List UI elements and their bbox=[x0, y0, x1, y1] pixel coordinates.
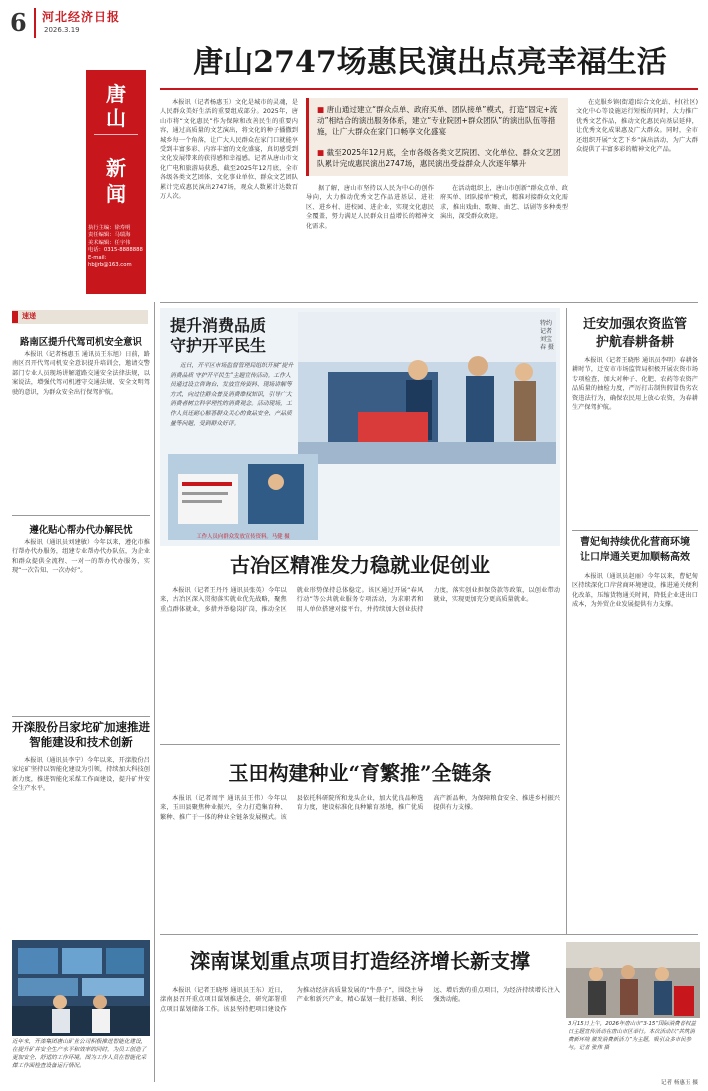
highlight-bullet bbox=[317, 104, 565, 137]
section-char-3: 新 bbox=[106, 156, 126, 180]
feature-title-line2: 守护开平民生 bbox=[170, 336, 267, 355]
divider bbox=[572, 530, 698, 531]
bullet-text: 截至2025年12月底，全市各级各类文艺院团、文化单位、群众文艺团队累计完成惠民演出2747场，惠民演出受益群众人次逐年攀升 bbox=[317, 148, 561, 168]
section-char-1: 唐 bbox=[106, 82, 126, 106]
lead-article-col2: 据了解，唐山市坚持以人民为中心的创作导向，大力推动优秀文艺作品进基层、进社区、进乡村、进校园、进企业，实现文化惠民全覆盖，努力满足人民群众日益增长的精神文化需求。 bbox=[306, 185, 434, 230]
left-story2-body: 本报讯（通讯员刘建敏）今年以来，遵化市推行帮办代办服务，组建专业帮办代办队伍，为企业和群众提供全流程、一对一的帮办代办服务，实现“一次告知、一次办好”。 bbox=[12, 539, 150, 575]
consumer-brochure-photo bbox=[168, 454, 318, 540]
lead-article-col1: 本报讯（记者杨惠玉）文化是城市的灵魂，是人民群众美好生活的重要组成部分。2025年，唐山市将“文化惠民”作为保障和改善民生的重要内容，通过高质量的文艺演出，将文化的种子播撒到城乡每一个角落，让广大人民群众在家门口就能享受到丰富多彩、内容丰富的文化盛宴，真切感受到文化发展带来的获得感和幸福感。记者从唐山市文化广电和旅游局获悉，截至2025年12月底，全市各级各类文艺团体、文化事业单位、群众文艺团队累计完成惠民演出2747场，观众人数累计达数百万人次。 bbox=[160, 99, 298, 201]
vertical-divider bbox=[154, 302, 155, 1082]
section-divider bbox=[94, 134, 138, 135]
bottom-story-headline: 滦南谋划重点项目打造经济增长新支撑 bbox=[190, 949, 530, 973]
right-story2-body: 本报讯（通讯员赵丽）今年以来，曹妃甸区持续深化口岸营商环境建设，推进通关便利化改革，压缩货物通关时间，降低企业进出口成本，为外贸企业发展提供有力支撑。 bbox=[572, 573, 698, 609]
left-story3-body: 本报讯（通讯员李宁）今年以来，开滦股份吕家坨矿坚持以智能化建设为引领，持续加大科技创新力度，推进智能化采煤工作面建设，提升矿井安全生产水平。 bbox=[12, 757, 150, 793]
right-story1-title-line2: 护航春耕备耕 bbox=[595, 335, 674, 350]
editor-line: 美术编辑：任宇伟 bbox=[88, 239, 131, 246]
consumer-day-caption: 3月15日上午，2026年唐山市“3·15”国际消费者权益日主题宣传活动在唐山市区举行。本次活动以“共筑消费新环境 激发消费新活力”为主题，吸引众多市民参与。记者 张伟 摄 bbox=[568, 1021, 696, 1051]
seed-story-body: 本报讯（记者周宇 通讯员王伟）今年以来，玉田县聚焦种业振兴，全力打造集育种、繁种、推广于一体的种业全链条发展模式。该县依托科研院所和龙头企业，加大优良品种选育力度，建设标准化良种繁育基地，推广优质高产新品种，为保障粮食安全、推进乡村振兴提供有力支撑。 bbox=[160, 795, 560, 821]
bottom-story-body: 本报讯（记者王晓彤 通讯员王东）近日，滦南县召开重点项目谋划推进会，研究部署重点项目谋划储备工作。该县坚持把项目建设作为推动经济高质量发展的“牛鼻子”，围绕主导产业和新兴产业，精心谋划一批打基础、利长远、增后劲的重点项目，为经济持续增长注入强劲动能。 bbox=[160, 987, 560, 1013]
lead-article-col3: 在活动组织上，唐山市创新“群众点单、政府买单、团队接单”模式，精准对接群众文化需求，推出戏曲、歌舞、曲艺、话剧等多种类型演出，深受群众欢迎。 bbox=[440, 185, 568, 221]
editor-line: 电话：0315-8888888 bbox=[88, 247, 143, 254]
editor-line: E-mail: hbjjrb@163.com bbox=[88, 254, 132, 269]
highlight-box bbox=[306, 98, 568, 176]
feature-title-line1: 提升消费品质 bbox=[170, 316, 267, 335]
bullet-marker: ■ bbox=[317, 148, 327, 157]
editor-list bbox=[88, 225, 146, 269]
section-char-4: 闻 bbox=[106, 182, 126, 206]
divider bbox=[160, 934, 698, 935]
photo-credit-vertical: 特约记者 刘宝春 摄 bbox=[540, 320, 554, 351]
consumer-event-photo bbox=[298, 312, 556, 464]
left-story3-title: 开滦股份吕家坨矿加速推进智能建设和技术创新 bbox=[12, 720, 150, 749]
feature-body: 近日，开平区市场监督管理局组织开展“提升消费品质 守护开平民生”主题宣传活动。工作人员通过设立咨询台、发放宣传资料、现场讲解等方式，向过往群众普及消费维权知识，引导广大消费者树立科学理性的消费观念。活动现场，工作人员还耐心解答群众关心的食品安全、产品质量等问题，受到群众好评。 bbox=[170, 363, 294, 427]
right-story1-body: 本报讯（记者王晓彤 通讯员李明）春耕备耕时节，迁安市市场监管局积极开展农资市场专项检查，加大对种子、化肥、农药等农资产品质量的抽检力度，严厉打击制售假冒伪劣农资违法行为，确保农民用上放心农资，为春耕生产保驾护航。 bbox=[572, 357, 698, 412]
highlight-bullet bbox=[317, 147, 565, 169]
headline-rule bbox=[160, 88, 698, 90]
left-story1-title: 路南区提升代驾司机安全意识 bbox=[20, 337, 142, 348]
editor-line: 执行主编：徐寿明 bbox=[88, 225, 131, 231]
section-char-2: 山 bbox=[106, 106, 126, 130]
right-story1-title-line1: 迁安加强农资监管 bbox=[582, 317, 687, 332]
divider bbox=[160, 302, 698, 303]
mid-story-headline: 古冶区精准发力稳就业促创业 bbox=[230, 553, 490, 577]
editor-line: 责任编辑：马瑞海 bbox=[88, 232, 131, 239]
right-story2-title-line2: 让口岸通关更加顺畅高效 bbox=[580, 552, 690, 563]
left-story1-body: 本报讯（记者杨惠玉 通讯员王东旭）日前，路南区召开代驾司机安全意识提升培训会，邀请交警部门专业人员现场讲解道路交通安全法律法规，以案说法，增强代驾司机遵守交通法规、安全文明驾驶的意识，为群众安全出行保驾护航。 bbox=[12, 351, 150, 396]
issue-date: 2026.3.19 bbox=[44, 26, 80, 34]
newspaper-name: 河北经济日报 bbox=[42, 10, 121, 24]
kuaidi-label: 速递 bbox=[22, 312, 36, 320]
divider bbox=[12, 515, 150, 516]
vertical-divider bbox=[566, 308, 567, 934]
right-story2-title-line1: 曹妃甸持续优化营商环境 bbox=[580, 537, 690, 548]
main-headline: 唐山2747场惠民演出点亮幸福生活 bbox=[193, 45, 667, 80]
lead-article-col4: 在克服乡镇(街道)综合文化站、村(社区)文化中心等设施运行短板的同时，大力推广优秀文艺作品，推动文化惠民向基层延伸，让优秀文化成果惠及广大群众。同时，全市还组织开展“文艺下乡”演出活动，为广大群众提供了丰富多彩的精神文化产品。 bbox=[576, 99, 698, 154]
mine-control-photo bbox=[12, 940, 150, 1036]
bullet-text: 唐山通过建立“群众点单、政府买单、团队接单”模式，打造“固定+流动”相结合的演出服务体系，建立“专业院团+群众团队”的演出队伍等措施，让广大群众在家门口畅享文化盛宴 bbox=[317, 105, 558, 136]
bullet-marker: ■ bbox=[317, 105, 327, 114]
page-number: 6 bbox=[10, 8, 36, 38]
divider bbox=[160, 744, 560, 745]
left-story2-title: 遵化贴心帮办代办解民忧 bbox=[29, 525, 133, 536]
divider bbox=[12, 716, 150, 717]
photo-credit-bottom: 记者 杨惠玉 摄 bbox=[660, 1080, 698, 1086]
kuaidi-marker bbox=[12, 311, 18, 323]
consumer-day-photo bbox=[566, 942, 700, 1018]
mine-photo-caption: 近年来，开滦集团唐山矿业公司积极推进智能化建设，在提升矿井安全生产水平和效率的同时，为员工创造了更加安全、舒适的工作环境。图为工作人员在智能化采煤工作面检查设备运行情况。 bbox=[12, 1039, 147, 1069]
feature-caption: 工作人员向群众发放宣传资料。马健 摄 bbox=[196, 534, 290, 540]
seed-story-headline: 玉田构建种业“育繁推”全链条 bbox=[228, 761, 492, 785]
mid-story-body: 本报讯（记者王丹丹 通讯员张英）今年以来，古冶区深入贯彻落实就业优先战略，聚焦重点群体就业，多措并举稳岗扩岗，推动全区就业形势保持总体稳定。该区通过开展“春风行动”等公共就业服务专项活动，为求职者和用人单位搭建对接平台，并持续加大创业扶持力度，落实创业担保贷款等政策，以创业带动就业，实现更加充分更高质量就业。 bbox=[160, 587, 560, 613]
